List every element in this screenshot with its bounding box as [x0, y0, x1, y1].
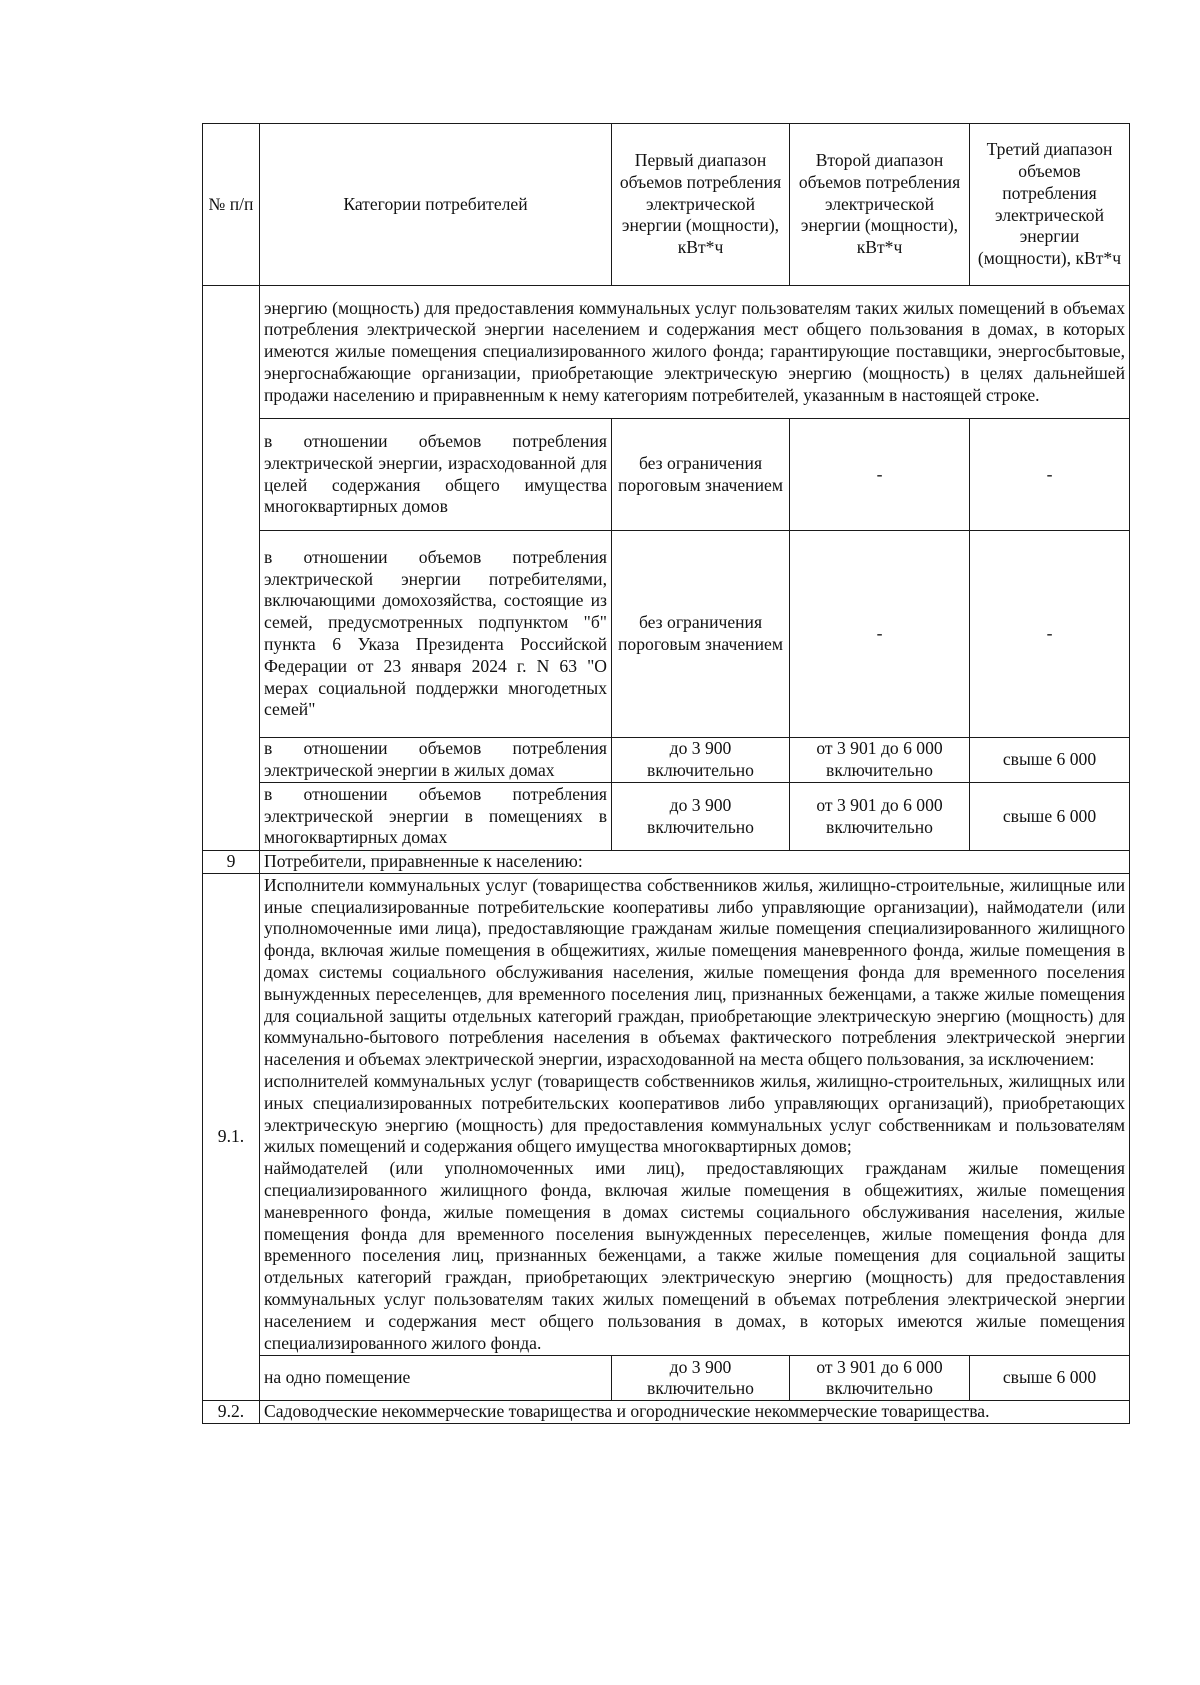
table-row	[203, 738, 1130, 783]
row-9-1-paragraph-1: Исполнители коммунальных услуг (товарищества собственников жилья, жилищно-строительные, жилищные или иные специализированные потребительские кооперативы либо управляющие организации), наймодатели (или уполномоченные ими лица), предоставляющие гражданам жилые помещения специализированного жилищного фонда, включая жилые помещения в общежитиях, жилые помещения маневренного фонда, жилые помещения в домах системы социального обслуживания населения, жилые помещения фонда для временного поселения вынужденных переселенцев, для временного поселения лиц, признанных беженцами, а также жилые помещения для социальной защиты отдельных категорий граждан, приобретающие электрическую энергию (мощность) для коммунально-бытового потребления населения в объемах фактического потребления электрической энергии населения и объемах электрической энергии, израсходованной на места общего пользования, за исключением:	[264, 874, 1125, 1070]
row-9-1-paragraph-2: исполнителей коммунальных услуг (товариществ собственников жилья, жилищно-строительных, жилищных или иных специализированных потребительских кооперативов либо управляющих организаций), приобретающих электрическую энергию (мощность) для предоставления коммунальных услуг собственникам и пользователям жилых помещений и содержания общего имущества многоквартирных домов;	[264, 1070, 1125, 1157]
table-row	[203, 531, 1130, 738]
table-row	[203, 1356, 1130, 1401]
range-3-value: свыше 6 000	[970, 738, 1130, 783]
row-9-1-paragraph-3: наймодателей (или уполномоченных ими лиц), предоставляющих гражданам жилые помещения специализированного жилищного фонда, включая жилые помещения в общежитиях, жилые помещения маневренного фонда, жилые помещения в домах системы социального обслуживания населения, жилые помещения фонда для временного поселения вынужденных переселенцев, жилые помещения фонда для временного поселения лиц, признанных беженцами, а также жилые помещения для социальной защиты отдельных категорий граждан, приобретающих электрическую энергию (мощность) для предоставления коммунальных услуг пользователям таких жилых помещений в объемах потребления электрической энергии населением и содержания мест общего пользования в домах, в которых имеются жилые помещения специализированного жилого фонда.	[264, 1158, 1125, 1353]
sub-category-houses: в отношении объемов потребления электрической энергии в жилых домах	[260, 738, 612, 783]
range-2-value: -	[790, 419, 970, 531]
sub-category-large-families: в отношении объемов потребления электрической энергии потребителями, включающими домохозяйства, состоящие из семей, предусмотренных подпунктом "б" пункта 6 Указа Президента Российской Федерации от 23 января 2024 г. N 63 "О мерах социальной поддержки многодетных семей"	[260, 531, 612, 738]
sub-category-per-premise: на одно помещение	[260, 1356, 612, 1401]
table-row	[203, 1401, 1130, 1424]
row-9-1-text	[260, 873, 1130, 1356]
range-1-value: без ограничения пороговым значением	[612, 419, 790, 531]
range-2-value: от 3 901 до 6 000 включительно	[790, 1356, 970, 1401]
range-3-value: -	[970, 531, 1130, 738]
header-range-2: Второй диапазон объемов потребления электрической энергии (мощности), кВт*ч	[790, 124, 970, 286]
table-row	[203, 851, 1130, 874]
sub-category-common-property: в отношении объемов потребления электрической энергии, израсходованной для целей содержания общего имущества многоквартирных домов	[260, 419, 612, 531]
header-range-1: Первый диапазон объемов потребления электрической энергии (мощности), кВт*ч	[612, 124, 790, 286]
range-1-value: до 3 900 включительно	[612, 738, 790, 783]
range-1-value: до 3 900 включительно	[612, 1356, 790, 1401]
range-2-value: от 3 901 до 6 000 включительно	[790, 783, 970, 851]
range-1-value: до 3 900 включительно	[612, 783, 790, 851]
header-range-3: Третий диапазон объемов потребления электрической энергии (мощности), кВт*ч	[970, 124, 1130, 286]
header-num: № п/п	[203, 124, 260, 286]
row-9-2-text: Садоводческие некоммерческие товарищества и огороднические некоммерческие товарищества.	[260, 1401, 1130, 1424]
table-row	[203, 873, 1130, 1356]
row-num-cell	[203, 286, 260, 851]
row-9-text: Потребители, приравненные к населению:	[260, 851, 1130, 874]
sub-category-apartments: в отношении объемов потребления электрической энергии в помещениях в многоквартирных домах	[260, 783, 612, 851]
table-header-row	[203, 124, 1130, 286]
range-2-value: от 3 901 до 6 000 включительно	[790, 738, 970, 783]
table-row	[203, 286, 1130, 419]
continuation-text: энергию (мощность) для предоставления коммунальных услуг пользователям таких жилых помещений в объемах потребления электрической энергии населением и содержания мест общего пользования в домах, в которых имеются жилые помещения специализированного жилого фонда; гарантирующие поставщики, энергосбытовые, энергоснабжающие организации, приобретающие электрическую энергию (мощность) в целях дальнейшей продажи населению и приравненным к нему категориям потребителей, указанным в настоящей строке.	[260, 286, 1130, 419]
tariff-table	[202, 123, 1130, 1424]
table-row	[203, 783, 1130, 851]
range-3-value: свыше 6 000	[970, 783, 1130, 851]
row-9-1-num: 9.1.	[203, 873, 260, 1401]
range-1-value: без ограничения пороговым значением	[612, 531, 790, 738]
row-9-2-num: 9.2.	[203, 1401, 260, 1424]
table-row	[203, 419, 1130, 531]
range-3-value: -	[970, 419, 1130, 531]
range-3-value: свыше 6 000	[970, 1356, 1130, 1401]
header-category: Категории потребителей	[260, 124, 612, 286]
row-9-num: 9	[203, 851, 260, 874]
range-2-value: -	[790, 531, 970, 738]
